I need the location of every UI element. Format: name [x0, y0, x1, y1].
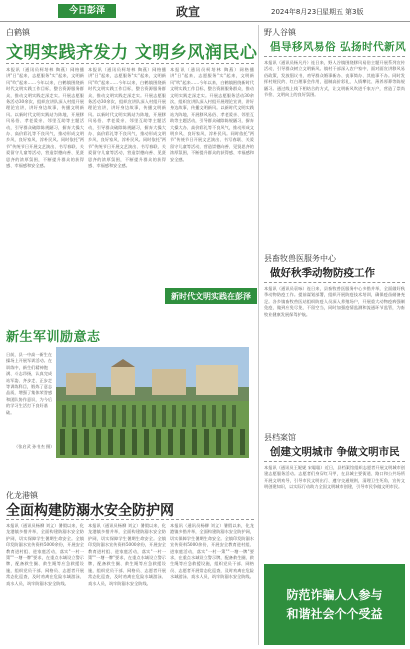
bottom-article-body-col3: 本报讯（通讯员杨柳 刘义）暑假以来，化龙港镇多措并举，全面构建防溺水安全防护网，切实保障学生暑期生命安全。全镇印发防溺水宣传资料5000余份，开展安全教育进村组、进家庭活动，落实"一村一策""一塘一牌"要求，在重点水域设立警示牌，配备救生圈、救生绳等应急救援设施，组织党员干部、网格员、志愿者开展常态化巡查，及时劝离在危险水域游泳、戏水人员，筑牢防溺水安全防线。	[170, 523, 254, 580]
column-divider	[258, 25, 259, 645]
bottom-article-headline: 全面构建防溺水安全防护网	[6, 503, 174, 519]
bottom-article-kicker: 化龙港镇	[6, 491, 38, 500]
page-header	[0, 0, 410, 22]
right-mid-kicker: 县畜牧兽医服务中心	[264, 254, 336, 263]
right-bottom-headline: 创建文明城市 争做文明市民	[270, 446, 400, 458]
right-top-headline: 倡导移风易俗 弘扬时代新风	[270, 41, 407, 53]
training-scene-image	[56, 347, 249, 458]
divider	[264, 282, 405, 283]
photo-credit: （张启武 孙书杰 摄）	[14, 444, 55, 449]
right-mid-body: 本报讯（通讯员袁咏）连日来，县畜牧兽医服务中心多措并举，全面做好秋季动物防疫工作。提前谋划部署，组织开展防疫技术培训，确保疫苗储备充足。各乡镇畜牧兽医站组织防疫人员深入养殖场户，开展重大动物疫病强制免疫，做到应免尽免、不留空当，同时加强疫情监测和流通环节监管，为畜牧业健康发展保驾护航。	[264, 286, 405, 317]
divider	[6, 519, 254, 520]
issue-weekday: 星期五	[322, 8, 343, 16]
edition-number: 第3版	[345, 8, 364, 16]
right-top-body: 本报讯（通讯员杨凡丹）连日来，野人谷镇围绕移风易俗主题开展系列宣传活动，引导群众树立文明新风。镇村干部深入农户家中，面对面宣讲移风易俗政策，发放倡议书，劝导群众婚事新办、丧事简办、其他事不办。同时发挥村规民约、红白理事会作用，遏制高价彩礼、人情攀比、薄养厚葬等陈规陋习。通过线上线下相结合的方式，让文明新风吹进千家万户，营造了崇尚节俭、文明向上的良好氛围。	[264, 60, 405, 98]
bottom-article-body-col2: 本报讯（通讯员杨柳 刘义）暑假以来，化龙港镇多措并举，全面构建防溺水安全防护网，切实保障学生暑期生命安全。全镇印发防溺水宣传资料5000余份，开展安全教育进村组、进家庭活动，落实"一村一策""一塘一牌"要求，在重点水域设立警示牌，配备救生圈、救生绳等应急救援设施，组织党员干部、网格员、志愿者开展常态化巡查，及时劝离在危险水域游泳、戏水人员，筑牢防溺水安全防线。	[88, 523, 166, 586]
divider	[264, 461, 405, 462]
main-article-body-col2: 本报讯（通讯员柯培林 陶燕）网格播讲"日"起来，志愿服务"实"起来，文明新风"吹"起来……今年以来，白鹤镇围绕新时代文明实践工作目标，整合资源服务群众，推动文明实践走深走实。开展志愿服务活动30余次，组织宣讲队深入村组开展理论宣讲，讲好身边故事，传播文明新风。以新时代文明实践站为阵地，开展移风易俗、孝老爱亲、邻里互助等主题活动，引导群众破除陈规陋习，摒弃大操大办、高价彩礼等不良风气，推动形成文明乡风、良好家风、淳朴民风。同时依托"两节"传统节日开展文艺演出、书写春联、关爱留守儿童等活动，营造崇德向善、见贤思齐的浓厚氛围，不断提升群众的获得感、幸福感和安全感。	[88, 67, 166, 169]
right-mid-headline: 做好秋季动物防疫工作	[270, 267, 375, 279]
divider	[264, 56, 405, 57]
photo-caption: 日前，县一中高一新生在操场上开展军训活动。在训练中，新生们精神饱满、斗志昂扬，认真完成站军姿、齐步走、正步走等训练科目，锻炼了意志品质，增强了集体荣誉感和团队协作意识，为今后的学习生活打下良好基础。	[6, 352, 53, 415]
divider	[6, 63, 254, 64]
main-article-body-col1: 本报讯（通讯员柯培林 陶燕）网格播讲"日"起来，志愿服务"实"起来，文明新风"吹"起来……今年以来，白鹤镇围绕新时代文明实践工作目标，整合资源服务群众，推动文明实践走深走实。开展志愿服务活动30余次，组织宣讲队深入村组开展理论宣讲，讲好身边故事，传播文明新风。以新时代文明实践站为阵地，开展移风易俗、孝老爱亲、邻里互助等主题活动，引导群众破除陈规陋习，摒弃大操大办、高价彩礼等不良风气，推动形成文明乡风、良好家风、淳朴民风。同时依托"两节"传统节日开展文艺演出、书写春联、关爱留守儿童等活动，营造崇德向善、见贤思齐的浓厚氛围，不断提升群众的获得感、幸福感和安全感。	[6, 67, 84, 169]
section-title: 政宣	[176, 5, 201, 19]
main-article-headline: 文明实践齐发力 文明乡风润民心	[6, 43, 258, 63]
paper-logo: 今日彭泽	[58, 4, 116, 18]
bottom-article-body-col1: 本报讯（通讯员杨柳 刘义）暑假以来，化龙港镇多措并举，全面构建防溺水安全防护网，切实保障学生暑期生命安全。全镇印发防溺水宣传资料5000余份，开展安全教育进村组、进家庭活动，落实"一村一策""一塘一牌"要求，在重点水域设立警示牌，配备救生圈、救生绳等应急救援设施，组织党员干部、网格员、志愿者开展常态化巡查，及时劝离在危险水域游泳、戏水人员，筑牢防溺水安全防线。	[6, 523, 84, 586]
civilization-banner: 新时代文明实践在彭泽	[165, 288, 257, 304]
promo-line-2: 和谐社会个个受益	[286, 607, 383, 621]
promo-line-1: 防范诈骗人人参与	[286, 588, 383, 602]
main-article-kicker: 白鹤镇	[6, 28, 30, 37]
issue-date: 2024年8月23日	[271, 8, 324, 16]
photo-article-headline: 新生军训励意志	[6, 330, 101, 345]
right-bottom-body: 本报讯（通讯员王妮妮 宋聪聪）近日，县档案馆组织志愿者开展文明城市创建志愿服务活动。志愿者们身穿红马甲，在县城主要街道、路口和公共场所开展文明劝导，引导市民文明出行、遵守交通规则，清理卫生死角，宣传文明创建知识，以实际行动助力全国文明城市创建，引导市民争做文明市民。	[264, 465, 405, 490]
anti-fraud-promo-box	[264, 564, 405, 645]
military-training-photo	[56, 347, 249, 458]
right-top-kicker: 野人谷镇	[264, 28, 296, 37]
right-bottom-kicker: 县档案馆	[264, 433, 296, 442]
main-article-body-col3: 本报讯（通讯员柯培林 陶燕）网格播讲"日"起来，志愿服务"实"起来，文明新风"吹"起来……今年以来，白鹤镇围绕新时代文明实践工作目标，整合资源服务群众，推动文明实践走深走实。开展志愿服务活动30余次，组织宣讲队深入村组开展理论宣讲，讲好身边故事，传播文明新风。以新时代文明实践站为阵地，开展移风易俗、孝老爱亲、邻里互助等主题活动，引导群众破除陈规陋习，摒弃大操大办、高价彩礼等不良风气，推动形成文明乡风、良好家风、淳朴民风。同时依托"两节"传统节日开展文艺演出、书写春联、关爱留守儿童等活动，营造崇德向善、见贤思齐的浓厚氛围，不断提升群众的获得感、幸福感和安全感。	[170, 67, 254, 162]
